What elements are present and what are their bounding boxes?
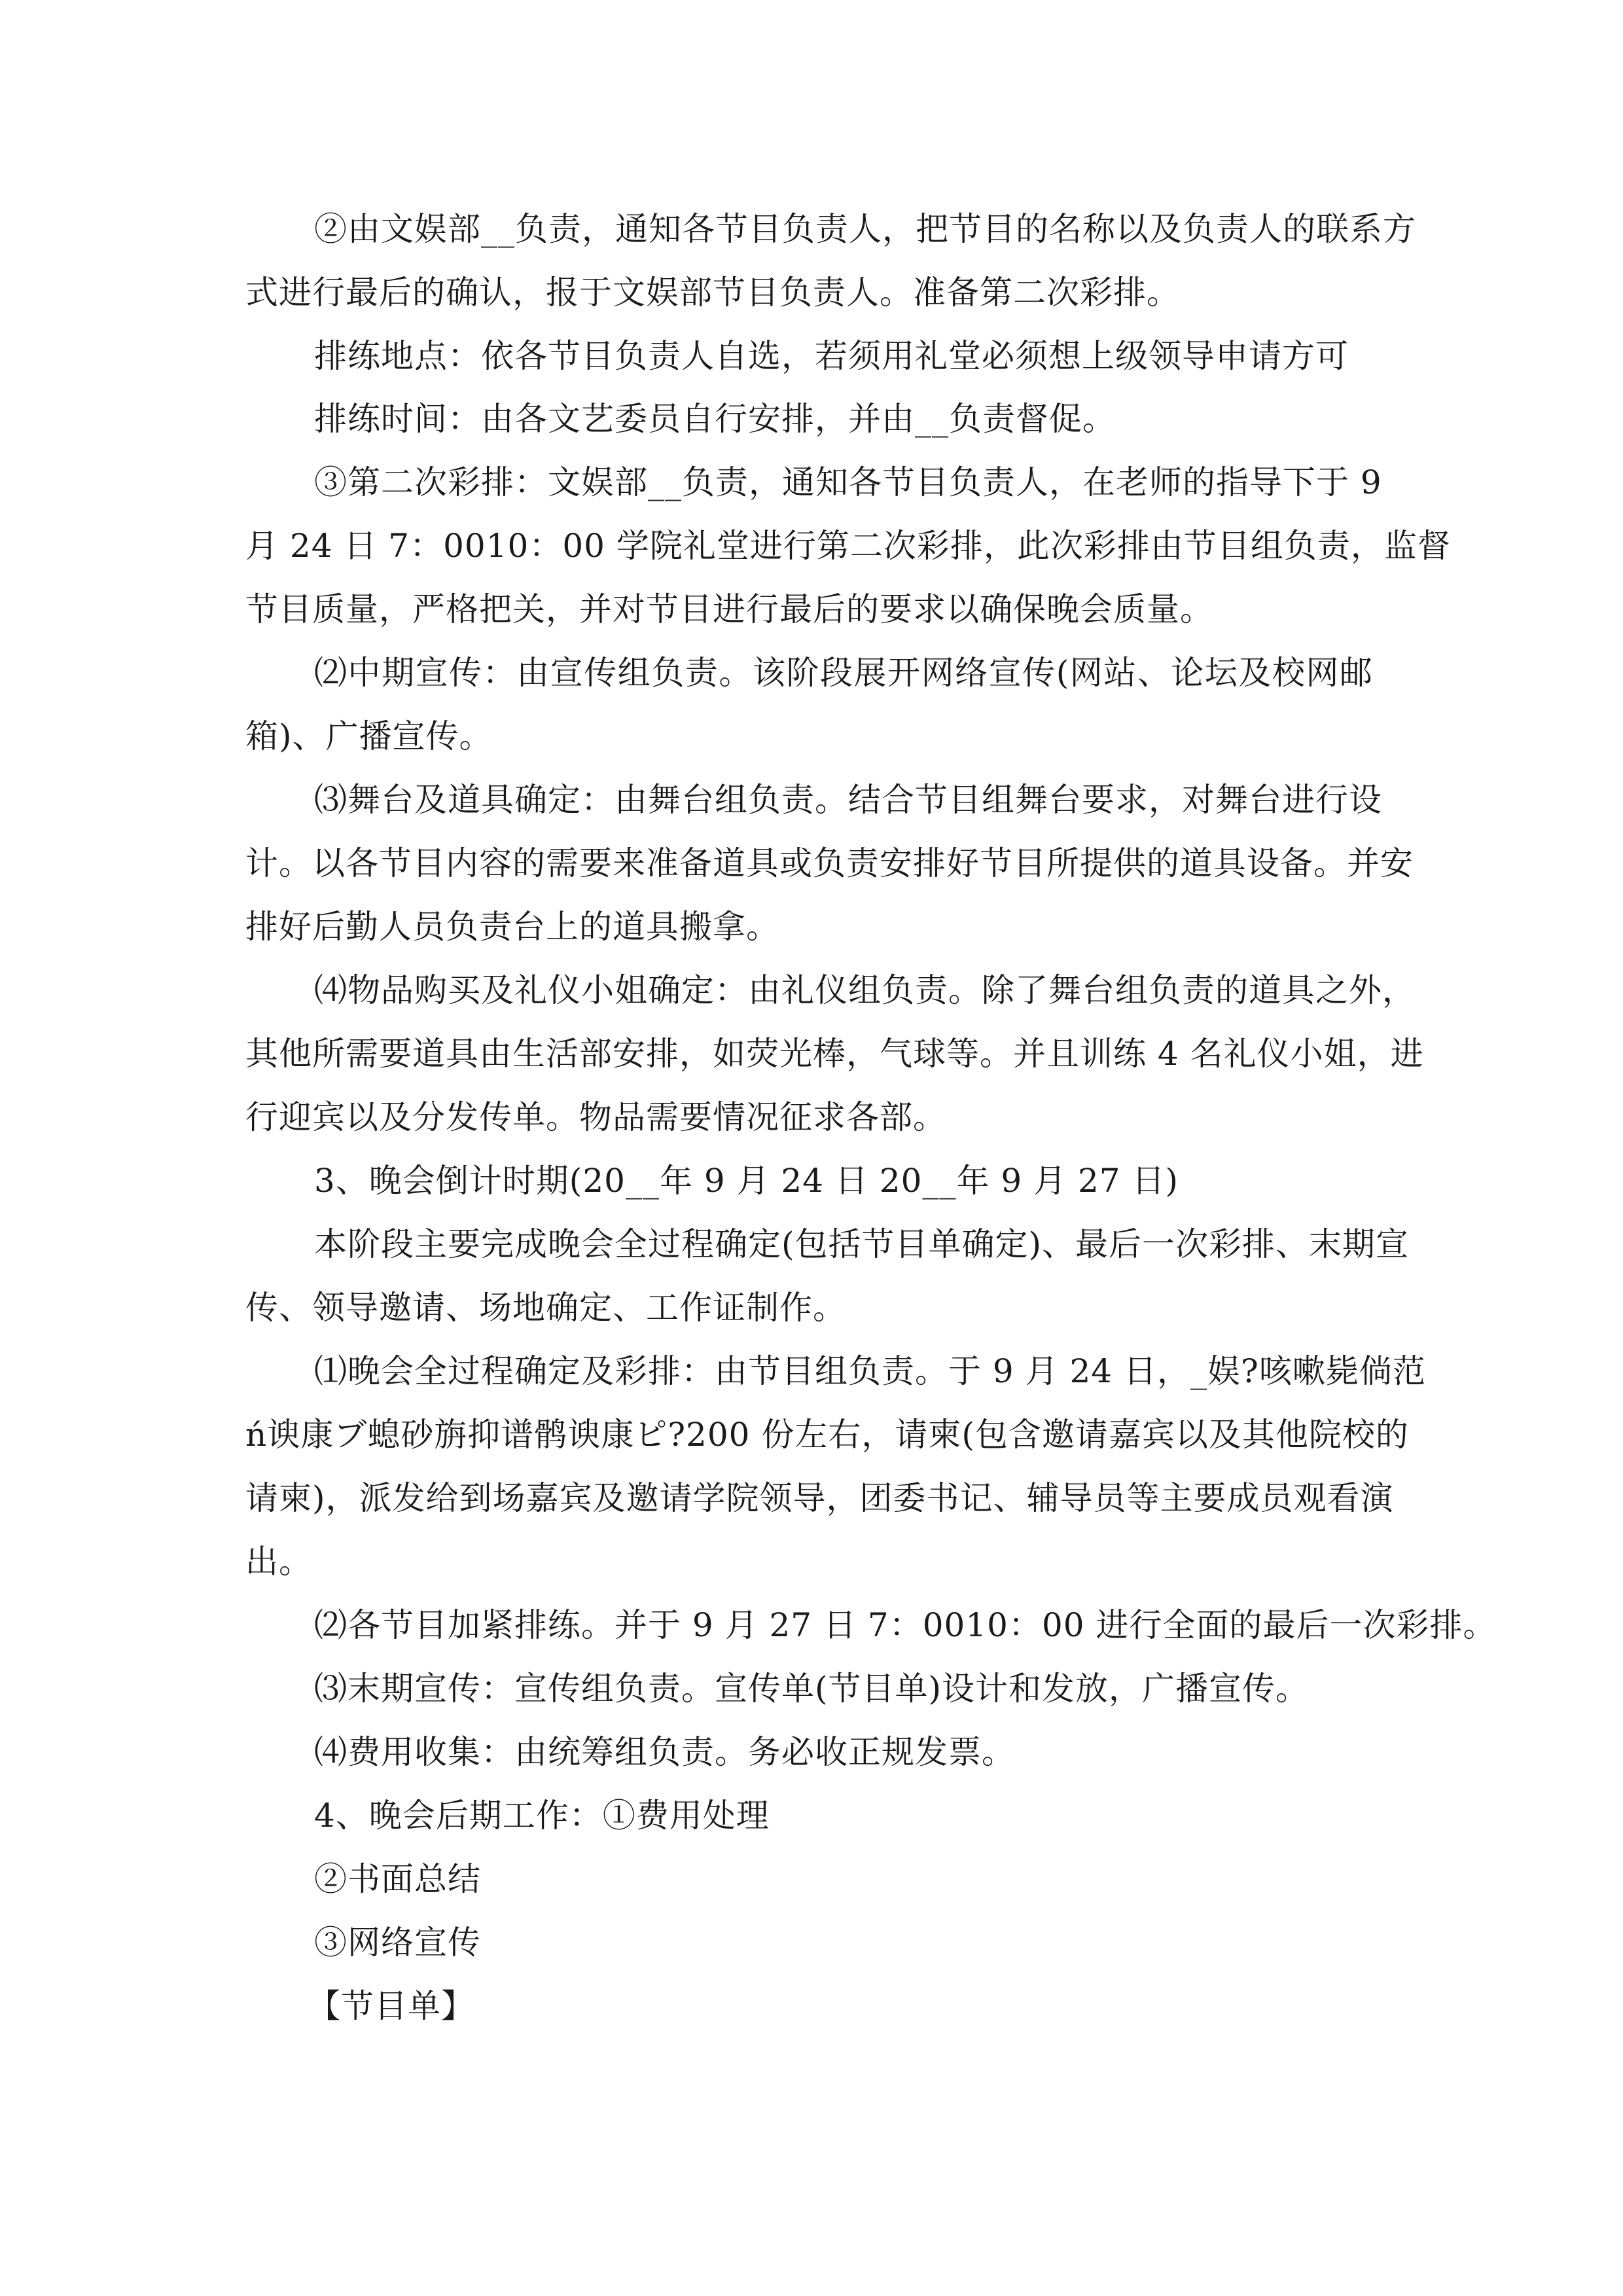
text-line: 节目质量，严格把关，并对节目进行最后的要求以确保晚会质量。: [245, 590, 1213, 628]
text-line: ⑶舞台及道具确定：由舞台组负责。结合节目组舞台要求，对舞台进行设: [314, 781, 1382, 819]
text-line: ②由文娱部__负责，通知各节目负责人，把节目的名称以及负责人的联系方: [314, 210, 1416, 248]
text-line: 3、晚会倒计时期(20__年 9 月 24 日 20__年 9 月 27 日): [314, 1162, 1179, 1200]
text-line: ⑵各节目加紧排练。并于 9 月 27 日 7：0010：00 进行全面的最后一次彩排。: [314, 1606, 1497, 1644]
text-line: 排练地点：依各节目负责人自选，若须用礼堂必须想上级领导申请方可: [314, 337, 1349, 375]
text-line: 排练时间：由各文艺委员自行安排，并由__负责督促。: [314, 400, 1116, 438]
text-line: 其他所需要道具由生活部安排，如荧光棒，气球等。并且训练 4 名礼仪小姐，进: [245, 1035, 1424, 1073]
text-line: 请柬)，派发给到场嘉宾及邀请学院领导，团委书记、辅导员等主要成员观看演: [245, 1479, 1394, 1517]
text-line: 箱)、广播宣传。: [245, 717, 493, 755]
text-line: 排好后勤人员负责台上的道具搬拿。: [245, 908, 779, 946]
text-line: 月 24 日 7：0010：00 学院礼堂进行第二次彩排，此次彩排由节目组负责，监督: [245, 527, 1451, 565]
text-line: 式进行最后的确认，报于文娱部节目负责人。准备第二次彩排。: [245, 274, 1180, 312]
text-line: ③第二次彩排：文娱部__负责，通知各节目负责人，在老师的指导下于 9: [314, 463, 1382, 501]
text-line: ⑶末期宣传：宣传组负责。宣传单(节目单)设计和发放，广播宣传。: [314, 1670, 1310, 1708]
text-line: 4、晚会后期工作：①费用处理: [314, 1797, 770, 1835]
text-line: 出。: [245, 1543, 312, 1581]
text-line: ②书面总结: [314, 1860, 481, 1898]
text-line: 传、领导邀请、场地确定、工作证制作。: [245, 1289, 846, 1327]
text-line: ń谀康ブ螅砂旃抑谱鹘谀康ピ?200 份左右，请柬(包含邀请嘉宾以及其他院校的: [245, 1416, 1409, 1454]
text-line: ⑷物品购买及礼仪小姐确定：由礼仪组负责。除了舞台组负责的道具之外，: [314, 971, 1416, 1009]
text-line: ⑷费用收集：由统筹组负责。务必收正规发票。: [314, 1733, 1015, 1771]
text-line: 行迎宾以及分发传单。物品需要情况征求各部。: [245, 1098, 946, 1136]
text-line: ⑴晚会全过程确定及彩排：由节目组负责。于 9 月 24 日，_娱?咳嗽毙倘范: [314, 1352, 1426, 1390]
text-line: ⑵中期宣传：由宣传组负责。该阶段展开网络宣传(网站、论坛及校网邮: [314, 654, 1373, 692]
text-line: 本阶段主要完成晚会全过程确定(包括节目单确定)、最后一次彩排、末期宣: [314, 1225, 1410, 1263]
text-line: 【节目单】: [308, 1987, 474, 2025]
text-line: ③网络宣传: [314, 1924, 481, 1962]
text-line: 计。以各节目内容的需要来准备道具或负责安排好节目所提供的道具设备。并安: [245, 844, 1414, 882]
